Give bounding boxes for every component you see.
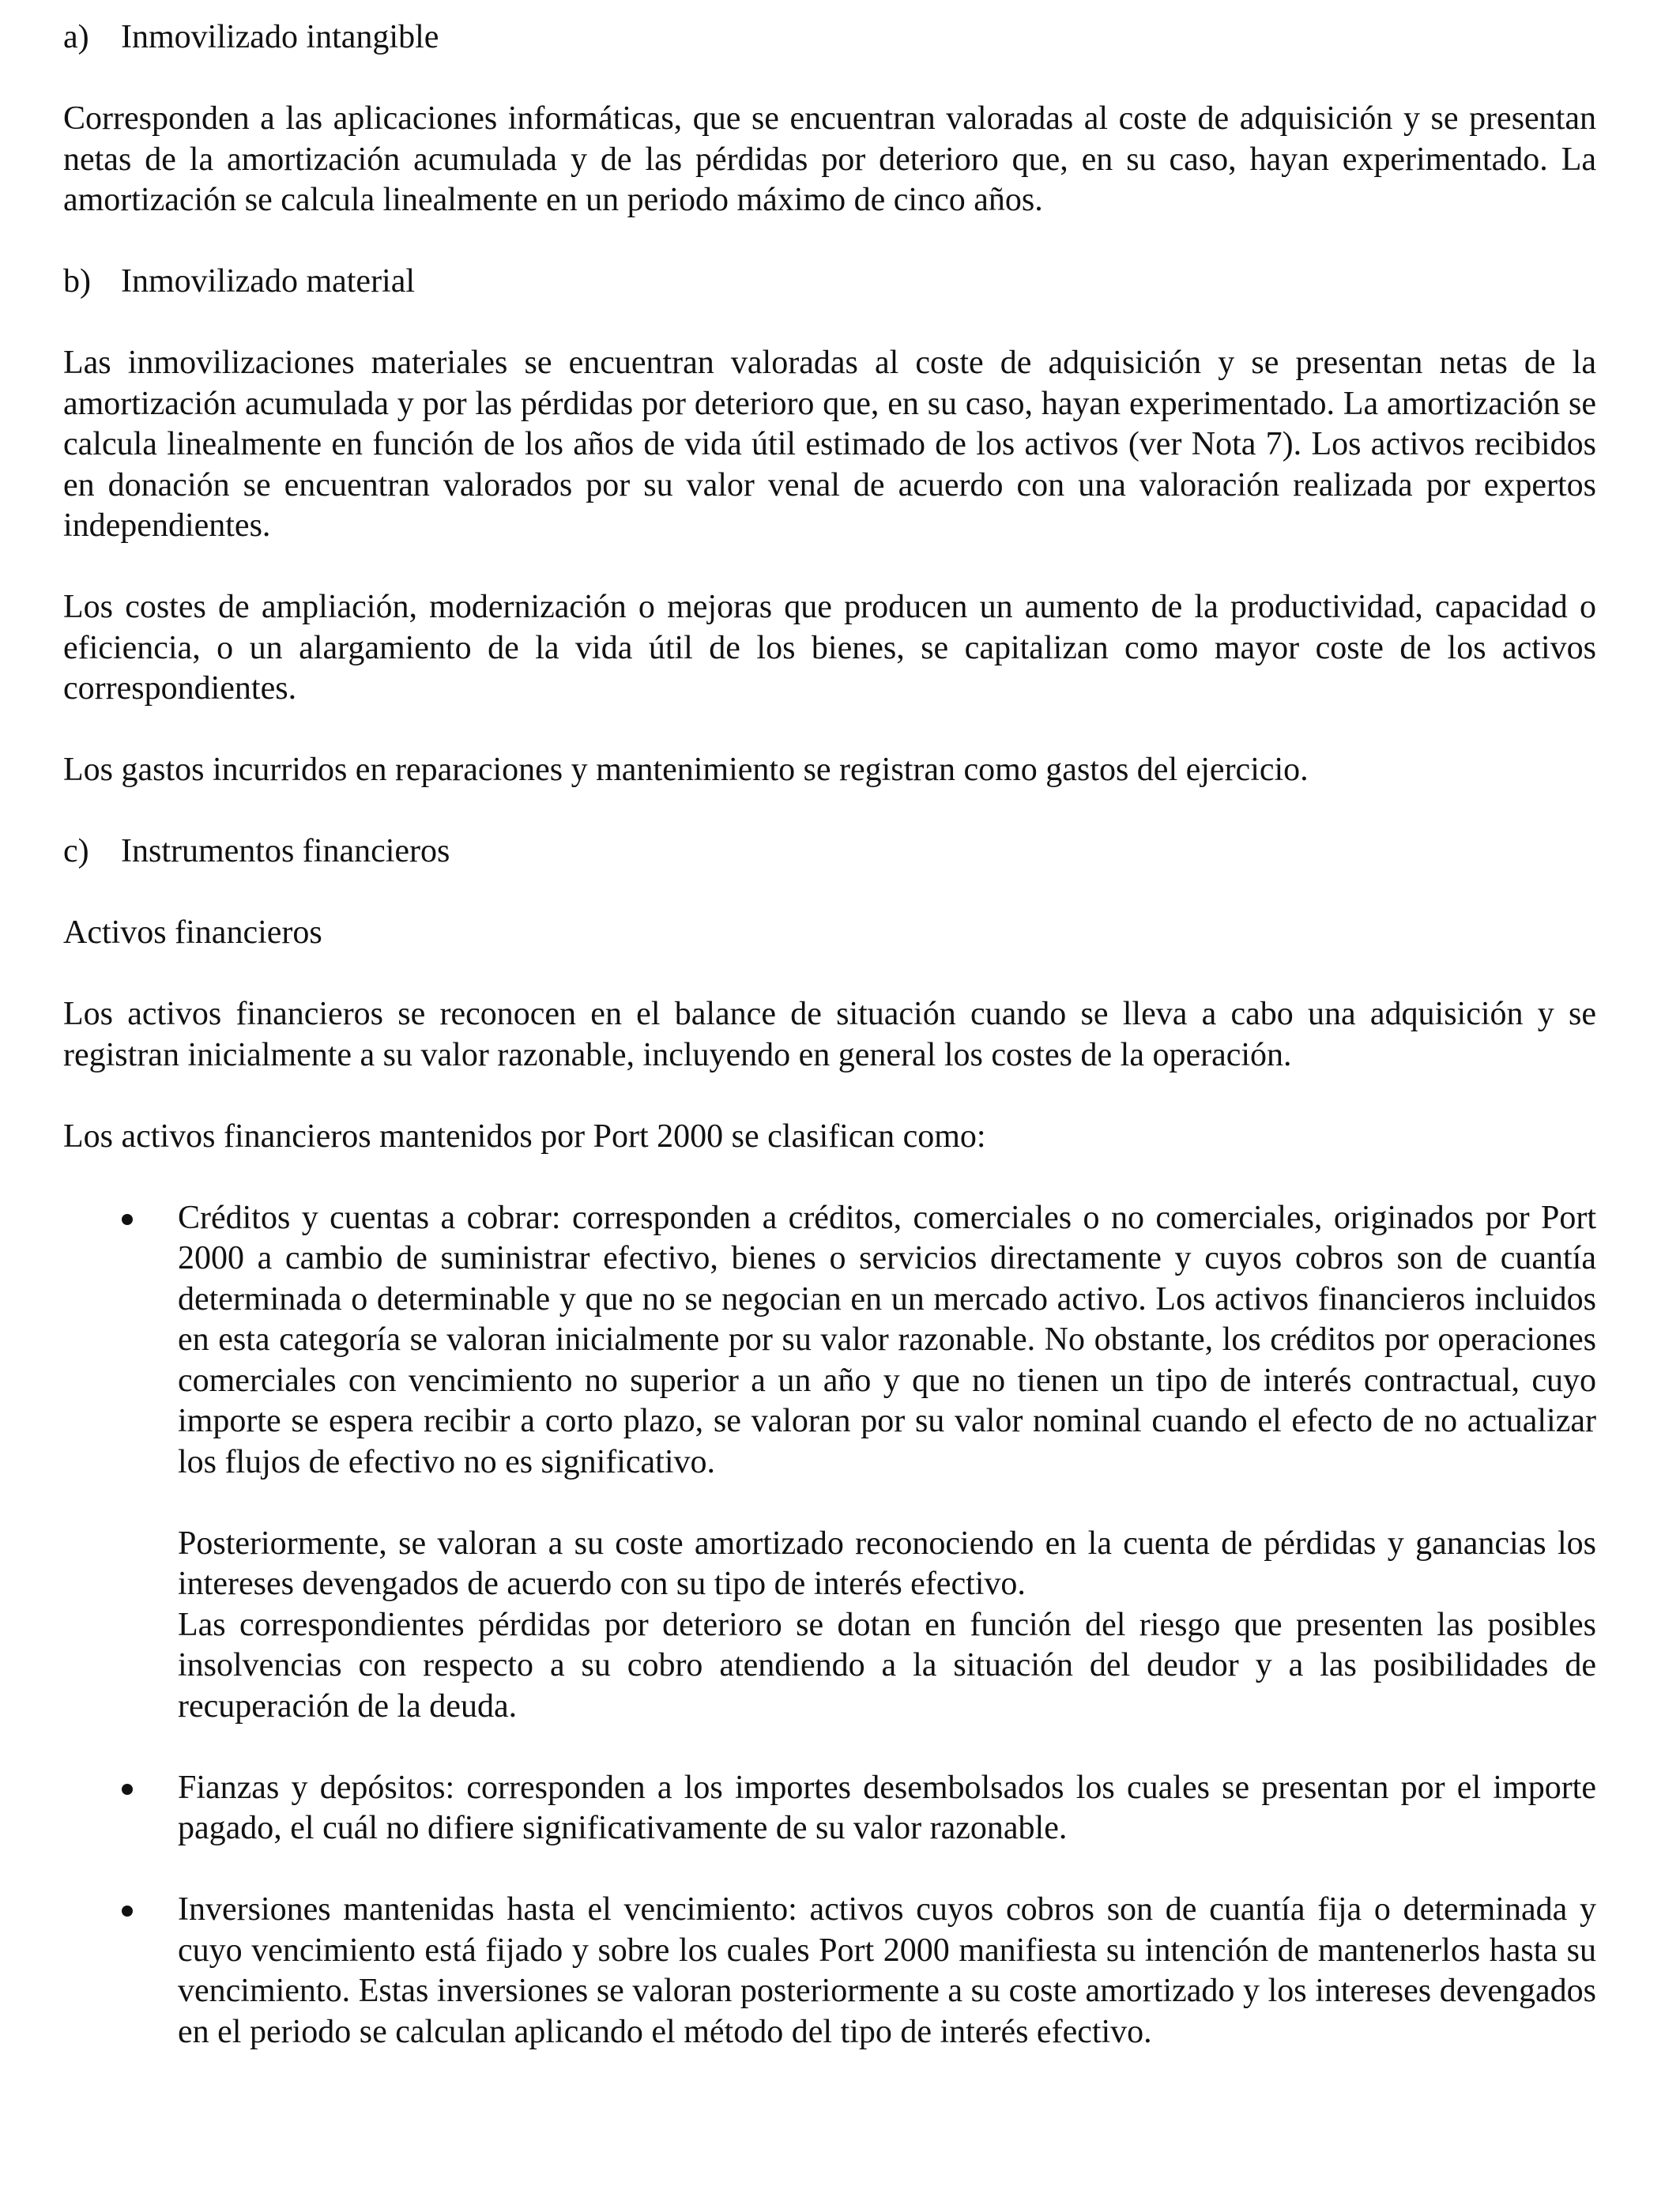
section-b-paragraph-1: Las inmovilizaciones materiales se encuentran valoradas al coste de adquisición y se presentan netas de la amortización acumulada y por las pérdidas por deterioro que, en su caso, hayan experimentado. La amortización se calcula linealmente en función de los años de vida útil estimado de los activos (ver Nota 7). Los activos recibidos en donación se encuentran valorados por su valor venal de acuerdo con una valoración realizada por expertos independientes. [63,345,1596,544]
bullet-icon [122,1784,133,1795]
financial-assets-list [63,1198,1596,2053]
section-b-title: Inmovilizado material [121,263,416,300]
bullet-icon [122,1906,133,1917]
section-a-heading [63,17,1596,58]
bullet-icon [122,1214,133,1225]
list-item-creditos [63,1198,1596,1728]
section-c-heading [63,831,1596,873]
section-b-label: b) [63,263,91,300]
list-item-inversiones-paragraph-1: Inversiones mantenidas hasta el vencimiento: activos cuyos cobros son de cuantía fija o determinada y cuyo vencimiento está fijado y sobre los cuales Port 2000 manifiesta su intención de mantenerlos hasta su vencimiento. Estas inversiones se valoran posteriormente a su coste amortizado y los intereses devengados en el periodo se calculan aplicando el método del tipo de interés efectivo. [178,1891,1596,2050]
list-item-creditos-paragraph-1: Créditos y cuentas a cobrar: corresponden a créditos, comerciales o no comerciales, originados por Port 2000 a cambio de suministrar efectivo, bienes o servicios directamente y cuyos cobros son de cuantía determinada o determinable y que no se negocian en un mercado activo. Los activos financieros incluidos en esta categoría se valoran inicialmente por su valor razonable. No obstante, los créditos por operaciones comerciales con vencimiento no superior a un año y que no tienen un tipo de interés contractual, cuyo importe se espera recibir a corto plazo, se valoran por su valor nominal cuando el efecto de no actualizar los flujos de efectivo no es significativo. [178,1199,1596,1480]
section-c-paragraph-1: Los activos financieros se reconocen en el balance de situación cuando se lleva a cabo una adquisición y se registran inicialmente a su valor razonable, incluyendo en general los costes de la operación. [63,996,1596,1073]
section-a-label: a) [63,19,89,55]
section-b-heading [63,262,1596,303]
section-c-paragraph-2: Los activos financieros mantenidos por Port 2000 se clasifican como: [63,1118,986,1155]
document-page [63,17,1596,2094]
list-item-inversiones [63,1890,1596,2053]
section-a-title: Inmovilizado intangible [121,19,439,55]
list-item-creditos-paragraph-3: Las correspondientes pérdidas por deterioro se dotan en función del riesgo que presenten las posibles insolvencias con respecto a su cobro atendiendo a la situación del deudor y a las posibilidades de recuperación de la deuda. [178,1606,1596,1725]
section-c-label: c) [63,833,89,869]
list-item-creditos-paragraph-2: Posteriormente, se valoran a su coste amortizado reconociendo en la cuenta de pérdidas y ganancias los intereses devengados de acuerdo con su tipo de interés efectivo. [178,1525,1596,1602]
list-item-fianzas [63,1768,1596,1849]
section-b-paragraph-3: Los gastos incurridos en reparaciones y mantenimiento se registran como gastos del ejercicio. [63,752,1309,788]
list-item-fianzas-paragraph-1: Fianzas y depósitos: corresponden a los importes desembolsados los cuales se presentan por el importe pagado, el cuál no difiere significativamente de su valor razonable. [178,1769,1596,1846]
section-c-title: Instrumentos financieros [121,833,450,869]
section-c-subtitle: Activos financieros [63,914,322,951]
section-b-paragraph-2: Los costes de ampliación, modernización o mejoras que producen un aumento de la productividad, capacidad o eficiencia, o un alargamiento de la vida útil de los bienes, se capitalizan como mayor coste de los activos correspondientes. [63,589,1596,707]
section-a-paragraph-1: Corresponden a las aplicaciones informáticas, que se encuentran valoradas al coste de adquisición y se presentan netas de la amortización acumulada y de las pérdidas por deterioro que, en su caso, hayan experimentado. La amortización se calcula linealmente en un periodo máximo de cinco años. [63,100,1596,218]
